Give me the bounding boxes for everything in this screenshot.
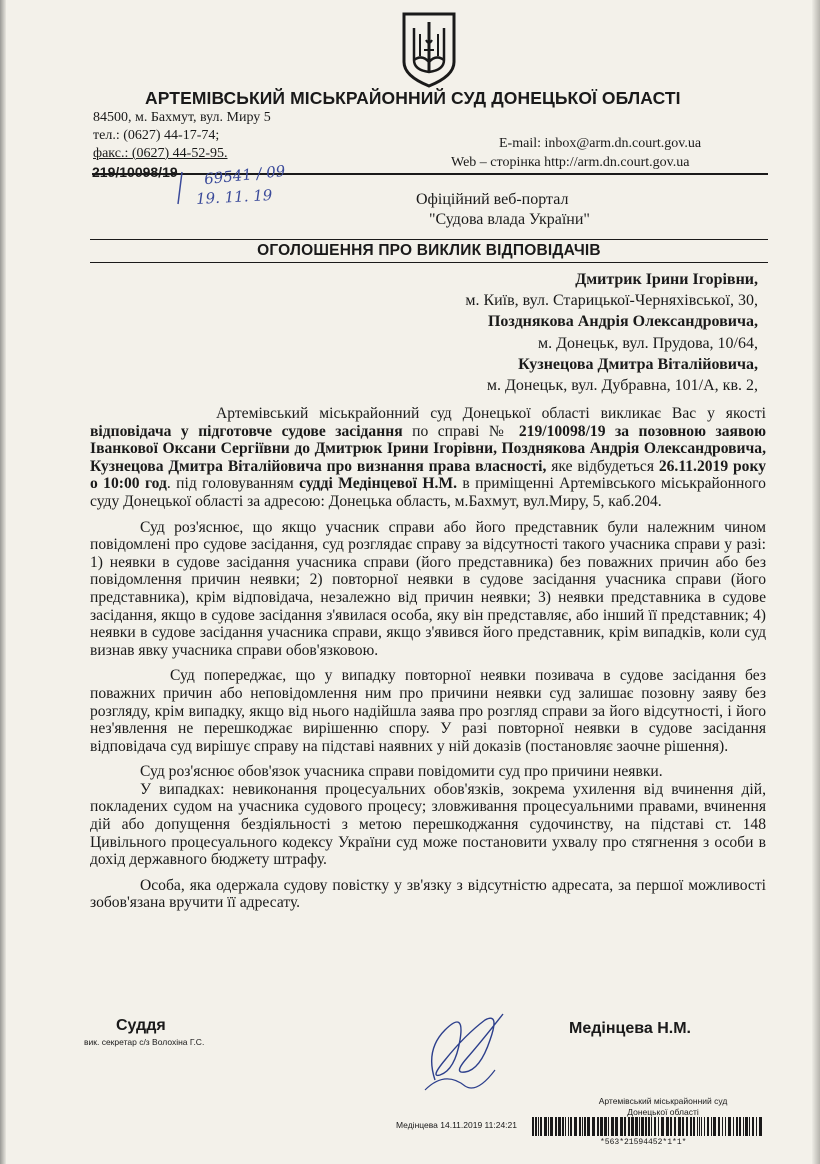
barcode-bar (759, 1117, 762, 1136)
court-address: 84500, м. Бахмут, вул. Миру 5 (93, 110, 271, 125)
barcode-bar (608, 1117, 609, 1136)
barcode-bar (693, 1117, 695, 1136)
barcode-bar (532, 1117, 534, 1136)
summons-text: . під головуванням (166, 475, 300, 493)
barcode-bar (592, 1117, 595, 1136)
barcode-bar (670, 1117, 672, 1136)
barcode-bar (728, 1117, 731, 1136)
barcode-bar (699, 1117, 700, 1136)
recipient-line-2: "Судова влада України" (429, 211, 590, 228)
barcode-bar (736, 1117, 738, 1136)
paragraph-obligation: Суд роз'яснює обов'язок учасника справи повідомити суд про причини неявки. (140, 763, 663, 781)
court-contact-block (451, 134, 701, 172)
barcode-bar (558, 1117, 561, 1136)
judge-name: Медінцева Н.М. (569, 1020, 691, 1037)
court-title: АРТЕМІВСЬКИЙ МІСЬКРАЙОННИЙ СУД ДОНЕЦЬКОЇ ОБЛАСТІ (145, 88, 681, 108)
barcode-bar (697, 1117, 698, 1136)
barcode-bar (579, 1117, 581, 1136)
barcode-bar (604, 1117, 607, 1136)
handwritten-date: 19. 11. 19 (195, 186, 273, 208)
court-phone: тел.: (0627) 44-17-74; (93, 128, 220, 143)
barcode-bar (565, 1117, 566, 1136)
court-address-block (93, 109, 271, 163)
summons-judge: судді Медінцевої Н.М. (299, 475, 457, 493)
recipient-line-1: Офіційний веб-портал (416, 191, 569, 208)
barcode-bar (550, 1117, 553, 1136)
barcode-bar (733, 1117, 734, 1136)
defendant-name: Кузнецова Дмитра Віталійовича, (518, 355, 758, 373)
barcode-bar (686, 1117, 688, 1136)
barcode-bar (584, 1117, 586, 1136)
title-divider-bottom (90, 262, 768, 263)
paragraph-summons (90, 405, 766, 511)
summons-case: 219/10098/19 за позовною заявою Іванкової Оксани Сергіївни до Дмитрюк Ірини Ігорівни, Позднякова Андрія Олександровича, Кузнецова Дмитра Віталійовича про визнання права власності, (90, 422, 767, 475)
handwritten-number: 69541 / 09 (203, 161, 287, 189)
barcode-bar (555, 1117, 557, 1136)
coat-of-arms-icon (400, 10, 458, 90)
barcode-bar (639, 1117, 640, 1136)
barcode-bar (538, 1117, 539, 1136)
barcode-bar (628, 1117, 630, 1136)
barcode-bar (597, 1117, 599, 1136)
secretary-note: вик. секретар с/з Волохіна Г.С. (84, 1037, 205, 1047)
signature-icon (405, 1000, 525, 1100)
recipient-block (416, 190, 590, 230)
barcode-bar (725, 1117, 726, 1136)
barcode-bar (752, 1117, 754, 1136)
barcode-bar (548, 1117, 549, 1136)
barcode-bar (690, 1117, 692, 1136)
barcode-bar (587, 1117, 590, 1136)
barcode-bar (535, 1117, 537, 1136)
barcode-bar (631, 1117, 634, 1136)
barcode-bar (666, 1117, 669, 1136)
barcode-bar (745, 1117, 748, 1136)
paragraph-penalty: У випадках: невиконання процесуальних обов'язків, зокрема ухилення від вчинення дій, покладених судом на учасника судового процесу; зловживання процесуальними правами, вчинення дій або допущення бездіяльності з метою перешкоджання судочинству, на підставі ст. 148 Цивільного процесуального кодексу України суд може постановити ухвалу про стягнення з особи в дохід державного бюджету штрафу. (90, 780, 766, 869)
defendant-address: м. Донецьк, вул. Дубравна, 101/А, кв. 2, (486, 377, 758, 395)
summons-text: в приміщенні Артемівського міськрайонного суду Донецької області за адресою: Донецька область, м.Бахмут, вул.Миру, 5, каб.204. (90, 475, 766, 510)
barcode-bar (743, 1117, 744, 1136)
barcode-bar (624, 1117, 626, 1136)
barcode-bar (562, 1117, 564, 1136)
notice-title: ОГОЛОШЕННЯ ПРО ВИКЛИК ВІДПОВІДАЧІВ (257, 242, 601, 259)
summons-text: яке відбудеться (546, 457, 659, 475)
barcode-bar (600, 1117, 603, 1136)
barcode-bar (635, 1117, 638, 1136)
barcode-bar (658, 1117, 659, 1136)
barcode-bar (568, 1117, 569, 1136)
barcode-bar (570, 1117, 572, 1136)
handwritten-registration (176, 160, 306, 210)
barcode-bar (682, 1117, 684, 1136)
summons-datetime: 26.11.2019 року о 10:00 год (90, 457, 766, 493)
court-website: Web – сторінка http://arm.dn.court.gov.ua (451, 155, 690, 170)
paragraph-delivery: Особа, яка одержала судову повістку у зв'язку з відсутністю адресата, за першої можливості зобов'язана вручити її адресату. (90, 876, 766, 912)
barcode-bar (704, 1117, 705, 1136)
barcode-bar (701, 1117, 702, 1136)
barcode-bar (648, 1117, 650, 1136)
barcode-bar (756, 1117, 757, 1136)
notice-body (90, 405, 766, 912)
barcode-bar (620, 1117, 623, 1136)
barcode-bar (718, 1117, 720, 1136)
barcode-bar (749, 1117, 750, 1136)
barcode-bar (678, 1117, 681, 1136)
court-fax: факс.: (0627) 44-52-95. (93, 146, 228, 161)
e-stamp-court: Артемівський міськрайонний суд Донецької області (598, 1096, 728, 1117)
summons-role: відповідача у підготовче судове засідання (90, 422, 403, 440)
barcode-bar (711, 1117, 712, 1136)
e-stamp-signer: Медінцева 14.11.2019 11:24:21 (396, 1120, 517, 1130)
scan-edge-right (812, 0, 820, 1164)
defendant-address: м. Донецьк, вул. Прудова, 10/64, (538, 334, 758, 352)
barcode-bar (654, 1117, 656, 1136)
barcode-bar (713, 1117, 716, 1136)
summons-text: по справі № (402, 422, 519, 440)
paragraph-absence-rules: Суд роз'яснює, що якщо учасник справи або його представник були належним чином повідомлені про судове засідання, суд розглядає справу за відсутності такого учасника справи у разі: 1) неявки в судове засідання учасника справи (його представника) без поважних причин або без повідомлення причин неявки; 2) повторної неявки в судове засідання учасника справи (його представника), крім відповідача, незалежно від причин неявки; 3) неявки представника в судове засідання, якщо в судове засідання з'явилася особа, яку він представляє, або інший її представник; 4) неявки в судове засідання учасника справи, якщо з'явився його представник, крім випадків, коли суд визнав явку учасника справи обов'язковою. (90, 518, 766, 659)
judge-label: Суддя (116, 1017, 166, 1034)
defendants-block (465, 269, 758, 396)
barcode-bar (641, 1117, 644, 1136)
scan-edge-left (0, 0, 6, 1164)
barcode-bar (739, 1117, 741, 1136)
barcode-bar (661, 1117, 664, 1136)
case-reference: 219/10098/19 (92, 164, 178, 180)
barcode-bar (544, 1117, 547, 1136)
barcode-icon (532, 1117, 764, 1136)
summons-text: Артемівський міськрайонний суд Донецької області викликає Вас у якості (216, 405, 766, 422)
barcode-bar (611, 1117, 614, 1136)
handwritten-bracket-icon (176, 160, 306, 210)
barcode-bar (615, 1117, 618, 1136)
defendant-name: Позднякова Андрія Олександровича, (487, 313, 758, 331)
barcode-bar (645, 1117, 647, 1136)
barcode-text: *563*21594452*1*1* (600, 1138, 687, 1147)
barcode-bar (574, 1117, 577, 1136)
barcode-bar (707, 1117, 709, 1136)
defendant-name: Дмитрик Ірини Ігорівни, (575, 271, 758, 288)
barcode-bar (674, 1117, 676, 1136)
barcode-bar (582, 1117, 583, 1136)
title-divider-top (90, 239, 768, 240)
barcode-bar (722, 1117, 723, 1136)
court-email: E-mail: inbox@arm.dn.court.gov.ua (499, 136, 702, 151)
barcode-bar (651, 1117, 652, 1136)
paragraph-warning: Суд попереджає, що у випадку повторної неявки позивача в судове засідання без поважних причин або неповідомлення ним про причини неявки суд залишає позовну заяву без розгляду, крім випадку, якщо від нього надійшла заява про розгляд справи за його відсутності, і його нез'явлення не перешкоджає вирішенню спору. У разі повторної неявки в судове засідання відповідача суд вирішує справу на підставі наявних у ній доказів (постановляє заочне рішення). (90, 667, 766, 755)
defendant-address: м. Київ, вул. Старицької-Черняхівської, 30, (465, 292, 758, 310)
barcode-bar (540, 1117, 542, 1136)
